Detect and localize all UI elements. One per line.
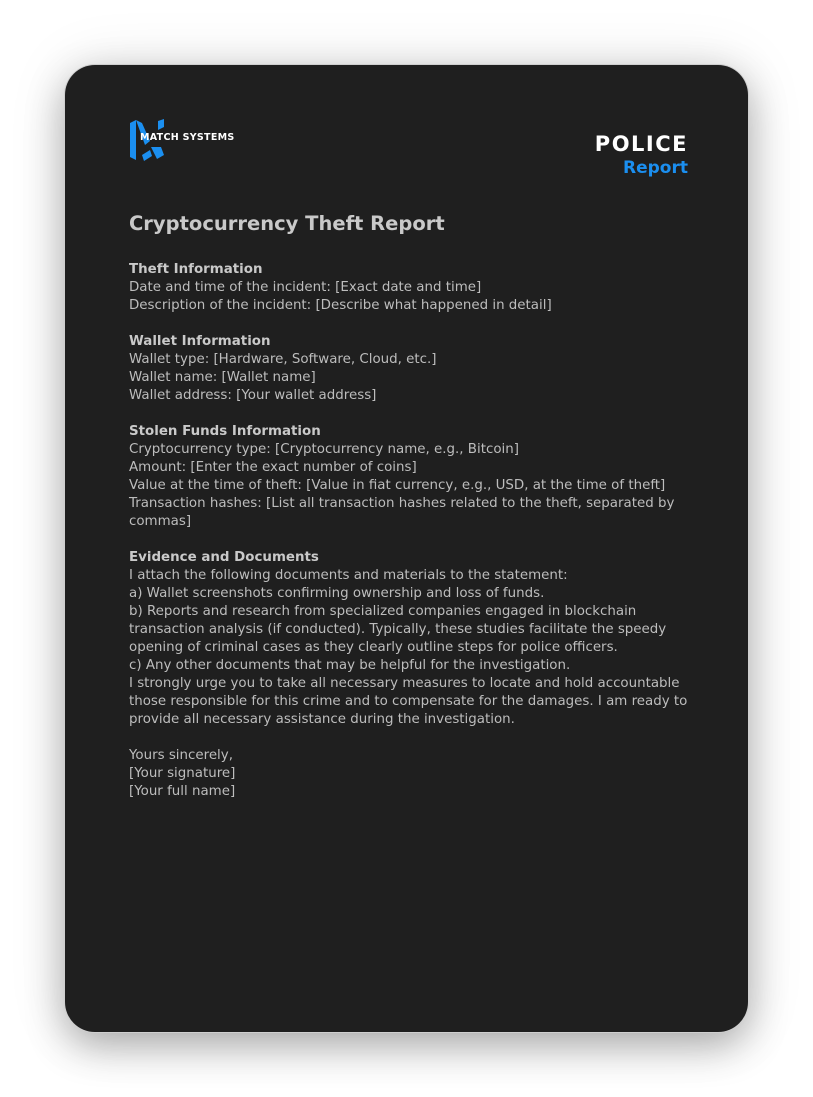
field-line: Amount: [Enter the exact number of coins] bbox=[129, 460, 417, 475]
section-theft-information bbox=[129, 261, 699, 315]
section-wallet-information bbox=[129, 333, 699, 405]
paragraph: I strongly urge you to take all necessary measures to locate and hold accountable those responsible for this crime and to compensate for the damages. I am ready to provide all necessary assistance during the investigation. bbox=[129, 676, 688, 727]
section-evidence-and-documents bbox=[129, 549, 699, 729]
section-heading: Stolen Funds Information bbox=[129, 424, 321, 439]
section-heading: Theft Information bbox=[129, 262, 263, 277]
document-type-header bbox=[595, 132, 688, 180]
field-line: Value at the time of theft: [Value in fiat currency, e.g., USD, at the time of theft] bbox=[129, 478, 666, 493]
brand-name: MATCH SYSTEMS bbox=[140, 132, 235, 143]
full-name-placeholder: [Your full name] bbox=[129, 784, 236, 799]
closing-line: Yours sincerely, bbox=[129, 748, 233, 763]
field-line: Transaction hashes: [List all transaction hashes related to the theft, separated by commas] bbox=[129, 496, 675, 529]
paragraph: I attach the following documents and materials to the statement: bbox=[129, 568, 568, 583]
brand-logo bbox=[128, 117, 248, 163]
signature-placeholder: [Your signature] bbox=[129, 766, 236, 781]
field-line: Wallet address: [Your wallet address] bbox=[129, 388, 377, 403]
field-line: Wallet type: [Hardware, Software, Cloud, etc.] bbox=[129, 352, 437, 367]
field-line: Cryptocurrency type: [Cryptocurrency name, e.g., Bitcoin] bbox=[129, 442, 519, 457]
page-title: Cryptocurrency Theft Report bbox=[129, 212, 445, 235]
section-heading: Wallet Information bbox=[129, 334, 271, 349]
paragraph: c) Any other documents that may be helpful for the investigation. bbox=[129, 658, 571, 673]
field-line: Date and time of the incident: [Exact date and time] bbox=[129, 280, 482, 295]
paragraph: b) Reports and research from specialized companies engaged in blockchain transaction analysis (if conducted). Typically, these studies facilitate the speedy opening of criminal cases as they clearly outline steps for police officers. bbox=[129, 604, 667, 655]
report-body bbox=[129, 211, 699, 819]
closing-signature-block bbox=[129, 747, 699, 801]
report-document-card bbox=[65, 65, 748, 1032]
field-line: Wallet name: [Wallet name] bbox=[129, 370, 316, 385]
section-stolen-funds-information bbox=[129, 423, 699, 531]
section-heading: Evidence and Documents bbox=[129, 550, 319, 565]
report-label: Report bbox=[623, 158, 688, 178]
field-line: Description of the incident: [Describe what happened in detail] bbox=[129, 298, 552, 313]
police-label: POLICE bbox=[594, 132, 688, 156]
paragraph: a) Wallet screenshots confirming ownership and loss of funds. bbox=[129, 586, 545, 601]
